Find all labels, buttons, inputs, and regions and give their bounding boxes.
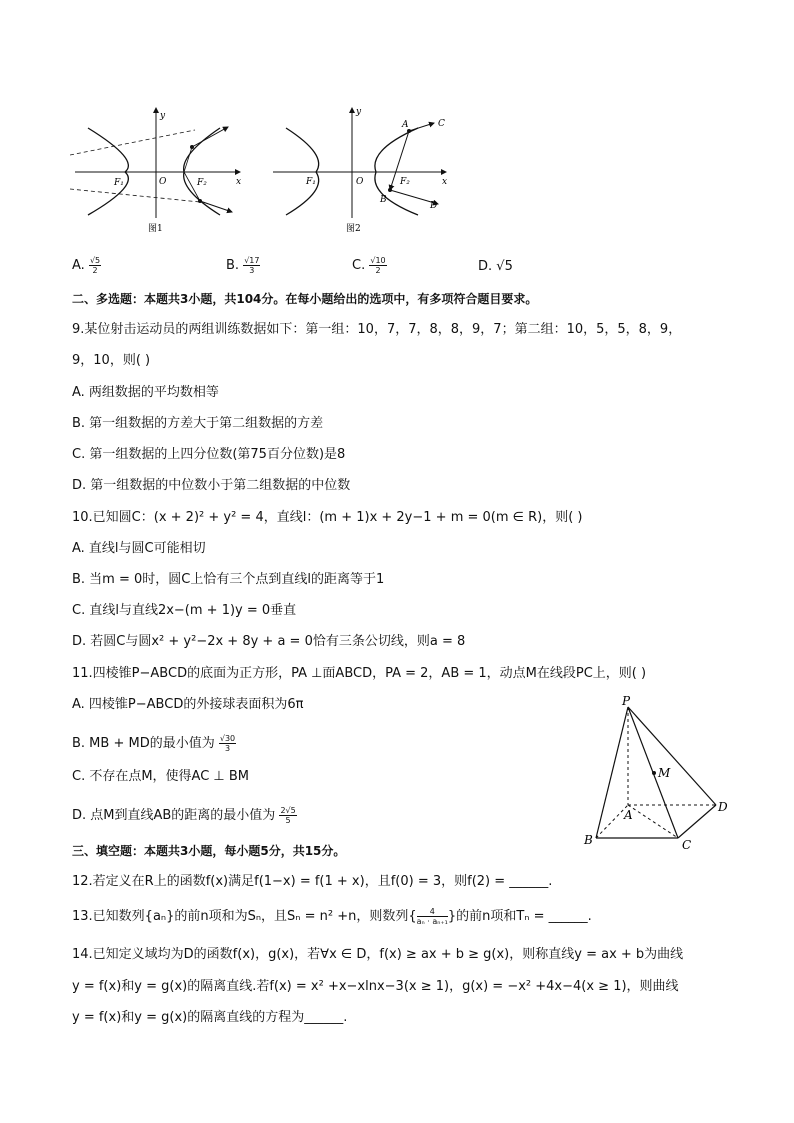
fig1-x-label: x bbox=[236, 177, 242, 187]
q11-option-b: B. MB + MD的最小值为 $\frac{√30}{3}$ bbox=[72, 734, 236, 753]
fig1-y-label: y bbox=[160, 111, 166, 121]
fig2-a-label: A bbox=[402, 120, 409, 130]
section-2-title: 二、多选题：本题共3小题，共104分。在每小题给出的选项中，有多项符合题目要求。 bbox=[72, 292, 538, 306]
q8-a-prefix: A. bbox=[72, 258, 85, 273]
fig2-x-label: x bbox=[442, 177, 448, 187]
q11-option-c: C. 不存在点M，使得AC ⊥ BM bbox=[72, 769, 250, 784]
q11-option-d: D. 点M到直线AB的距离的最小值为 $\frac{2√5}{5}$ bbox=[72, 806, 296, 825]
pyramid-m-label: M bbox=[658, 766, 671, 780]
fig2-b-label: B bbox=[380, 195, 387, 205]
q8-c-fraction: $\frac{√10}{2}$ bbox=[370, 256, 386, 275]
q11-d-fraction: $\frac{2√5}{5}$ bbox=[280, 806, 296, 825]
q9-stem-line2: 9，10，则( ) bbox=[72, 353, 151, 368]
q10-option-d: D. 若圆C与圆x² + y²−2x + 8y + a = 0恰有三条公切线，则a = 8 bbox=[72, 634, 466, 649]
fig2-d-label: D bbox=[430, 201, 438, 211]
q8-d-prefix: D. bbox=[478, 259, 493, 274]
fig1-f1-label: F₁ bbox=[114, 178, 124, 188]
pyramid-p-label: P bbox=[622, 695, 631, 708]
section-3-title: 三、填空题：本题共3小题，每小题5分，共15分。 bbox=[72, 844, 346, 858]
q8-option-d bbox=[478, 258, 513, 276]
q14-line3: y = f(x)和y = g(x)的隔离直线的方程为______. bbox=[72, 1010, 348, 1025]
pyramid-a-label: A bbox=[624, 808, 633, 822]
figure-1-hyperbola bbox=[70, 100, 250, 235]
fig2-f2-label: F₂ bbox=[400, 177, 410, 187]
q10-option-b: B. 当m = 0时，圆C上恰有三个点到直线l的距离等于1 bbox=[72, 572, 385, 587]
q12: 12.若定义在R上的函数f(x)满足f(1−x) = f(1 + x)，且f(0) = 3，则f(2) = ______. bbox=[72, 874, 553, 889]
fig1-f2-label: F₂ bbox=[197, 178, 207, 188]
q8-b-prefix: B. bbox=[226, 258, 240, 273]
q8-option-b bbox=[226, 256, 260, 275]
q8-b-fraction: $\frac{√17}{3}$ bbox=[244, 256, 260, 275]
fig2-caption: 图2 bbox=[346, 224, 361, 234]
q13-fraction: $\frac{4}{\text{aₙ · aₙ₊₁}}$ bbox=[416, 907, 448, 926]
q10-option-a: A. 直线l与圆C可能相切 bbox=[72, 541, 206, 556]
q14-line2: y = f(x)和y = g(x)的隔离直线.若f(x) = x² +x−xlnx−3(x ≥ 1)，g(x) = −x² +4x−4(x ≥ 1)，则曲线 bbox=[72, 979, 679, 994]
q8-a-fraction: $\frac{√5}{2}$ bbox=[89, 256, 101, 275]
q10-stem: 10.已知圆C：(x + 2)² + y² = 4，直线l：(m + 1)x + 2y−1 + m = 0(m ∈ R)，则( ) bbox=[72, 510, 583, 525]
q11-b-fraction: $\frac{√30}{3}$ bbox=[219, 734, 236, 753]
fig2-y-label: y bbox=[356, 107, 362, 117]
q8-d-value: √5 bbox=[496, 259, 513, 274]
pyramid-figure bbox=[580, 695, 740, 855]
q9-option-a: A. 两组数据的平均数相等 bbox=[72, 385, 219, 400]
pyramid-c-label: C bbox=[682, 838, 692, 852]
pyramid-d-label: D bbox=[718, 800, 728, 814]
fig1-origin-label: O bbox=[159, 177, 167, 187]
fig2-c-label: C bbox=[438, 119, 445, 129]
fig2-f1-label: F₁ bbox=[306, 177, 316, 187]
q14-line1: 14.已知定义域均为D的函数f(x)，g(x)，若∀x ∈ D，f(x) ≥ ax + b ≥ g(x)，则称直线y = ax + b为曲线 bbox=[72, 947, 684, 962]
q10-option-c: C. 直线l与直线2x−(m + 1)y = 0垂直 bbox=[72, 603, 297, 618]
q8-c-prefix: C. bbox=[352, 258, 366, 273]
q9-stem-line1: 9.某位射击运动员的两组训练数据如下：第一组：10，7，7，8，8，9，7；第二组：10，5，5，8，9， bbox=[72, 322, 682, 337]
q9-option-b: B. 第一组数据的方差大于第二组数据的方差 bbox=[72, 416, 324, 431]
q8-option-c bbox=[352, 256, 387, 275]
pyramid-b-label: B bbox=[584, 833, 593, 847]
q11-option-a: A. 四棱锥P−ABCD的外接球表面积为6π bbox=[72, 697, 304, 712]
q9-option-d: D. 第一组数据的中位数小于第二组数据的中位数 bbox=[72, 478, 351, 493]
fig1-caption: 图1 bbox=[148, 224, 163, 234]
q13: 13.已知数列{aₙ}的前n项和为Sₙ，且Sₙ = n² +n，则数列{ $\frac{4}{\text{aₙ · aₙ₊₁}}$ }的前n项和Tₙ = ______. bbox=[72, 907, 592, 926]
fig2-origin-label: O bbox=[356, 177, 364, 187]
q9-option-c: C. 第一组数据的上四分位数(第75百分位数)是8 bbox=[72, 447, 346, 462]
q11-stem: 11.四棱锥P−ABCD的底面为正方形，PA ⊥面ABCD，PA = 2，AB = 1，动点M在线段PC上，则( ) bbox=[72, 666, 647, 681]
q8-option-a bbox=[72, 256, 101, 275]
figure-2-hyperbola bbox=[268, 100, 458, 235]
